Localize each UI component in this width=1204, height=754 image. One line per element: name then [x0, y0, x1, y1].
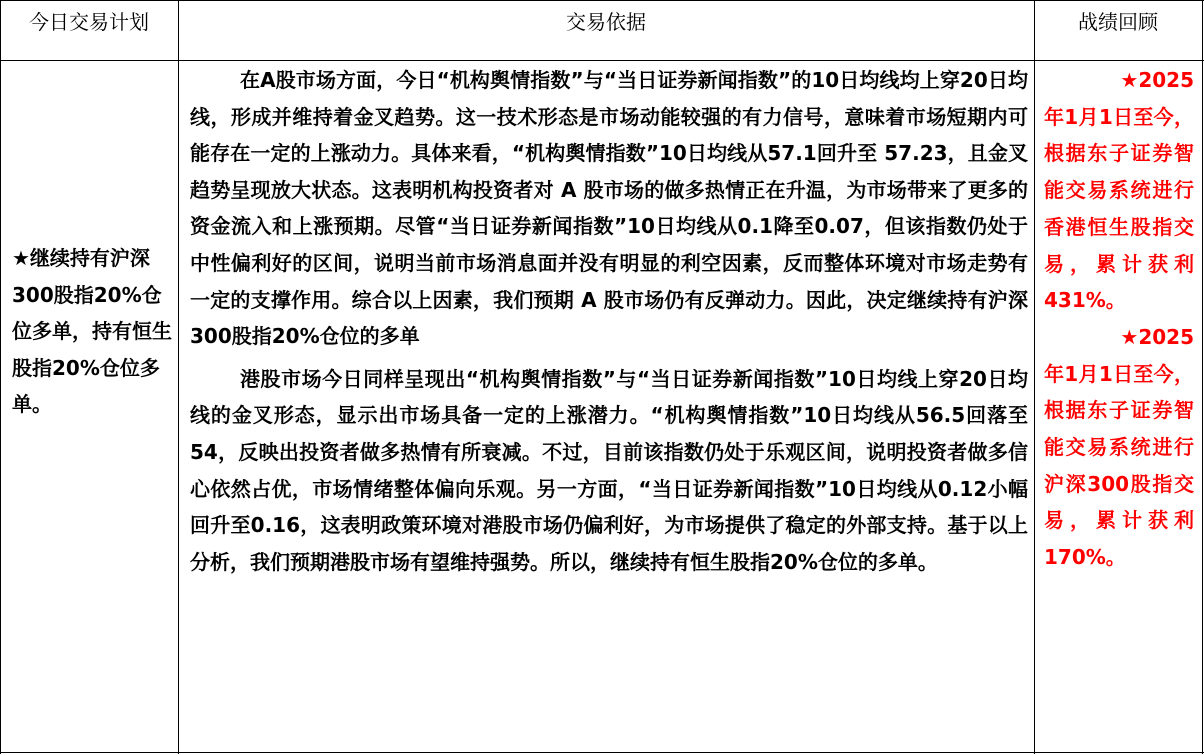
basis-paragraph-a-share: 在A股市场方面，今日“机构舆情指数”与“当日证券新闻指数”的10日均线均上穿20日均线，形成并维持着金叉趋势。这一技术形态是市场动能较强的有力信号，意味着市场短期内可能存在一定的上涨动力。具体来看，“机构舆情指数”10日均线从57.1回升至 57.23，且金叉趋势呈现放大状态。这表明机构投资者对 A 股市场的做多热情正在升温，为市场带来了更多的资金流入和上涨预期。尽管“当日证券新闻指数”10日均线从0.1降至0.07，但该指数仍处于中性偏利好的区间，说明当前市场消息面并没有明显的利空因素，反而整体环境对市场走势有一定的支撑作用。综合以上因素，我们预期 A 股市场仍有反弹动力。因此，决定继续持有沪深300股指20%仓位的多单: [190, 68, 1028, 349]
record-csi300-lead: ★2025: [1120, 324, 1194, 349]
column-divider-2: [1034, 0, 1035, 754]
column-divider-1: [178, 0, 179, 754]
header-divider: [0, 60, 1204, 61]
table-border-right: [1202, 0, 1203, 754]
table-border-bottom: [0, 752, 1204, 753]
record-cell: [1044, 62, 1194, 576]
record-hsi-body: 年1月1日至今，根据东子证券智能交易系统进行香港恒生股指交易，累计获利431%。: [1044, 104, 1194, 313]
header-record: 战绩回顾: [1078, 10, 1158, 34]
table-border-left: [0, 0, 1, 754]
plan-cell-text: ★继续持有沪深300股指20%仓位多单，持有恒生股指20%仓位多单。: [12, 246, 172, 416]
record-hsi-lead: ★2025: [1120, 68, 1194, 92]
record-hsi: [1044, 62, 1194, 319]
header-basis: 交易依据: [566, 10, 646, 34]
record-csi300-body: 年1月1日至今，根据东子证券智能交易系统进行沪深300股指交易，累计获利170%。: [1044, 361, 1194, 570]
record-csi300: [1044, 319, 1194, 576]
basis-paragraph-hk-share: 港股市场今日同样呈现出“机构舆情指数”与“当日证券新闻指数”10日均线上穿20日均线的金叉形态，显示出市场具备一定的上涨潜力。“机构舆情指数”10日均线从56.5回落至54，反映出投资者做多热情有所衰减。不过，目前该指数仍处于乐观区间，说明投资者做多信心依然占优，市场情绪整体偏向乐观。另一方面，“当日证券新闻指数”10日均线从0.12小幅回升至0.16，这表明政策环境对港股市场仍偏利好，为市场提供了稳定的外部支持。基于以上分析，我们预期港股市场有望维持强势。所以，继续持有恒生股指20%仓位的多单。: [190, 366, 1028, 574]
basis-cell: [190, 62, 1028, 580]
header-plan: 今日交易计划: [29, 10, 149, 34]
